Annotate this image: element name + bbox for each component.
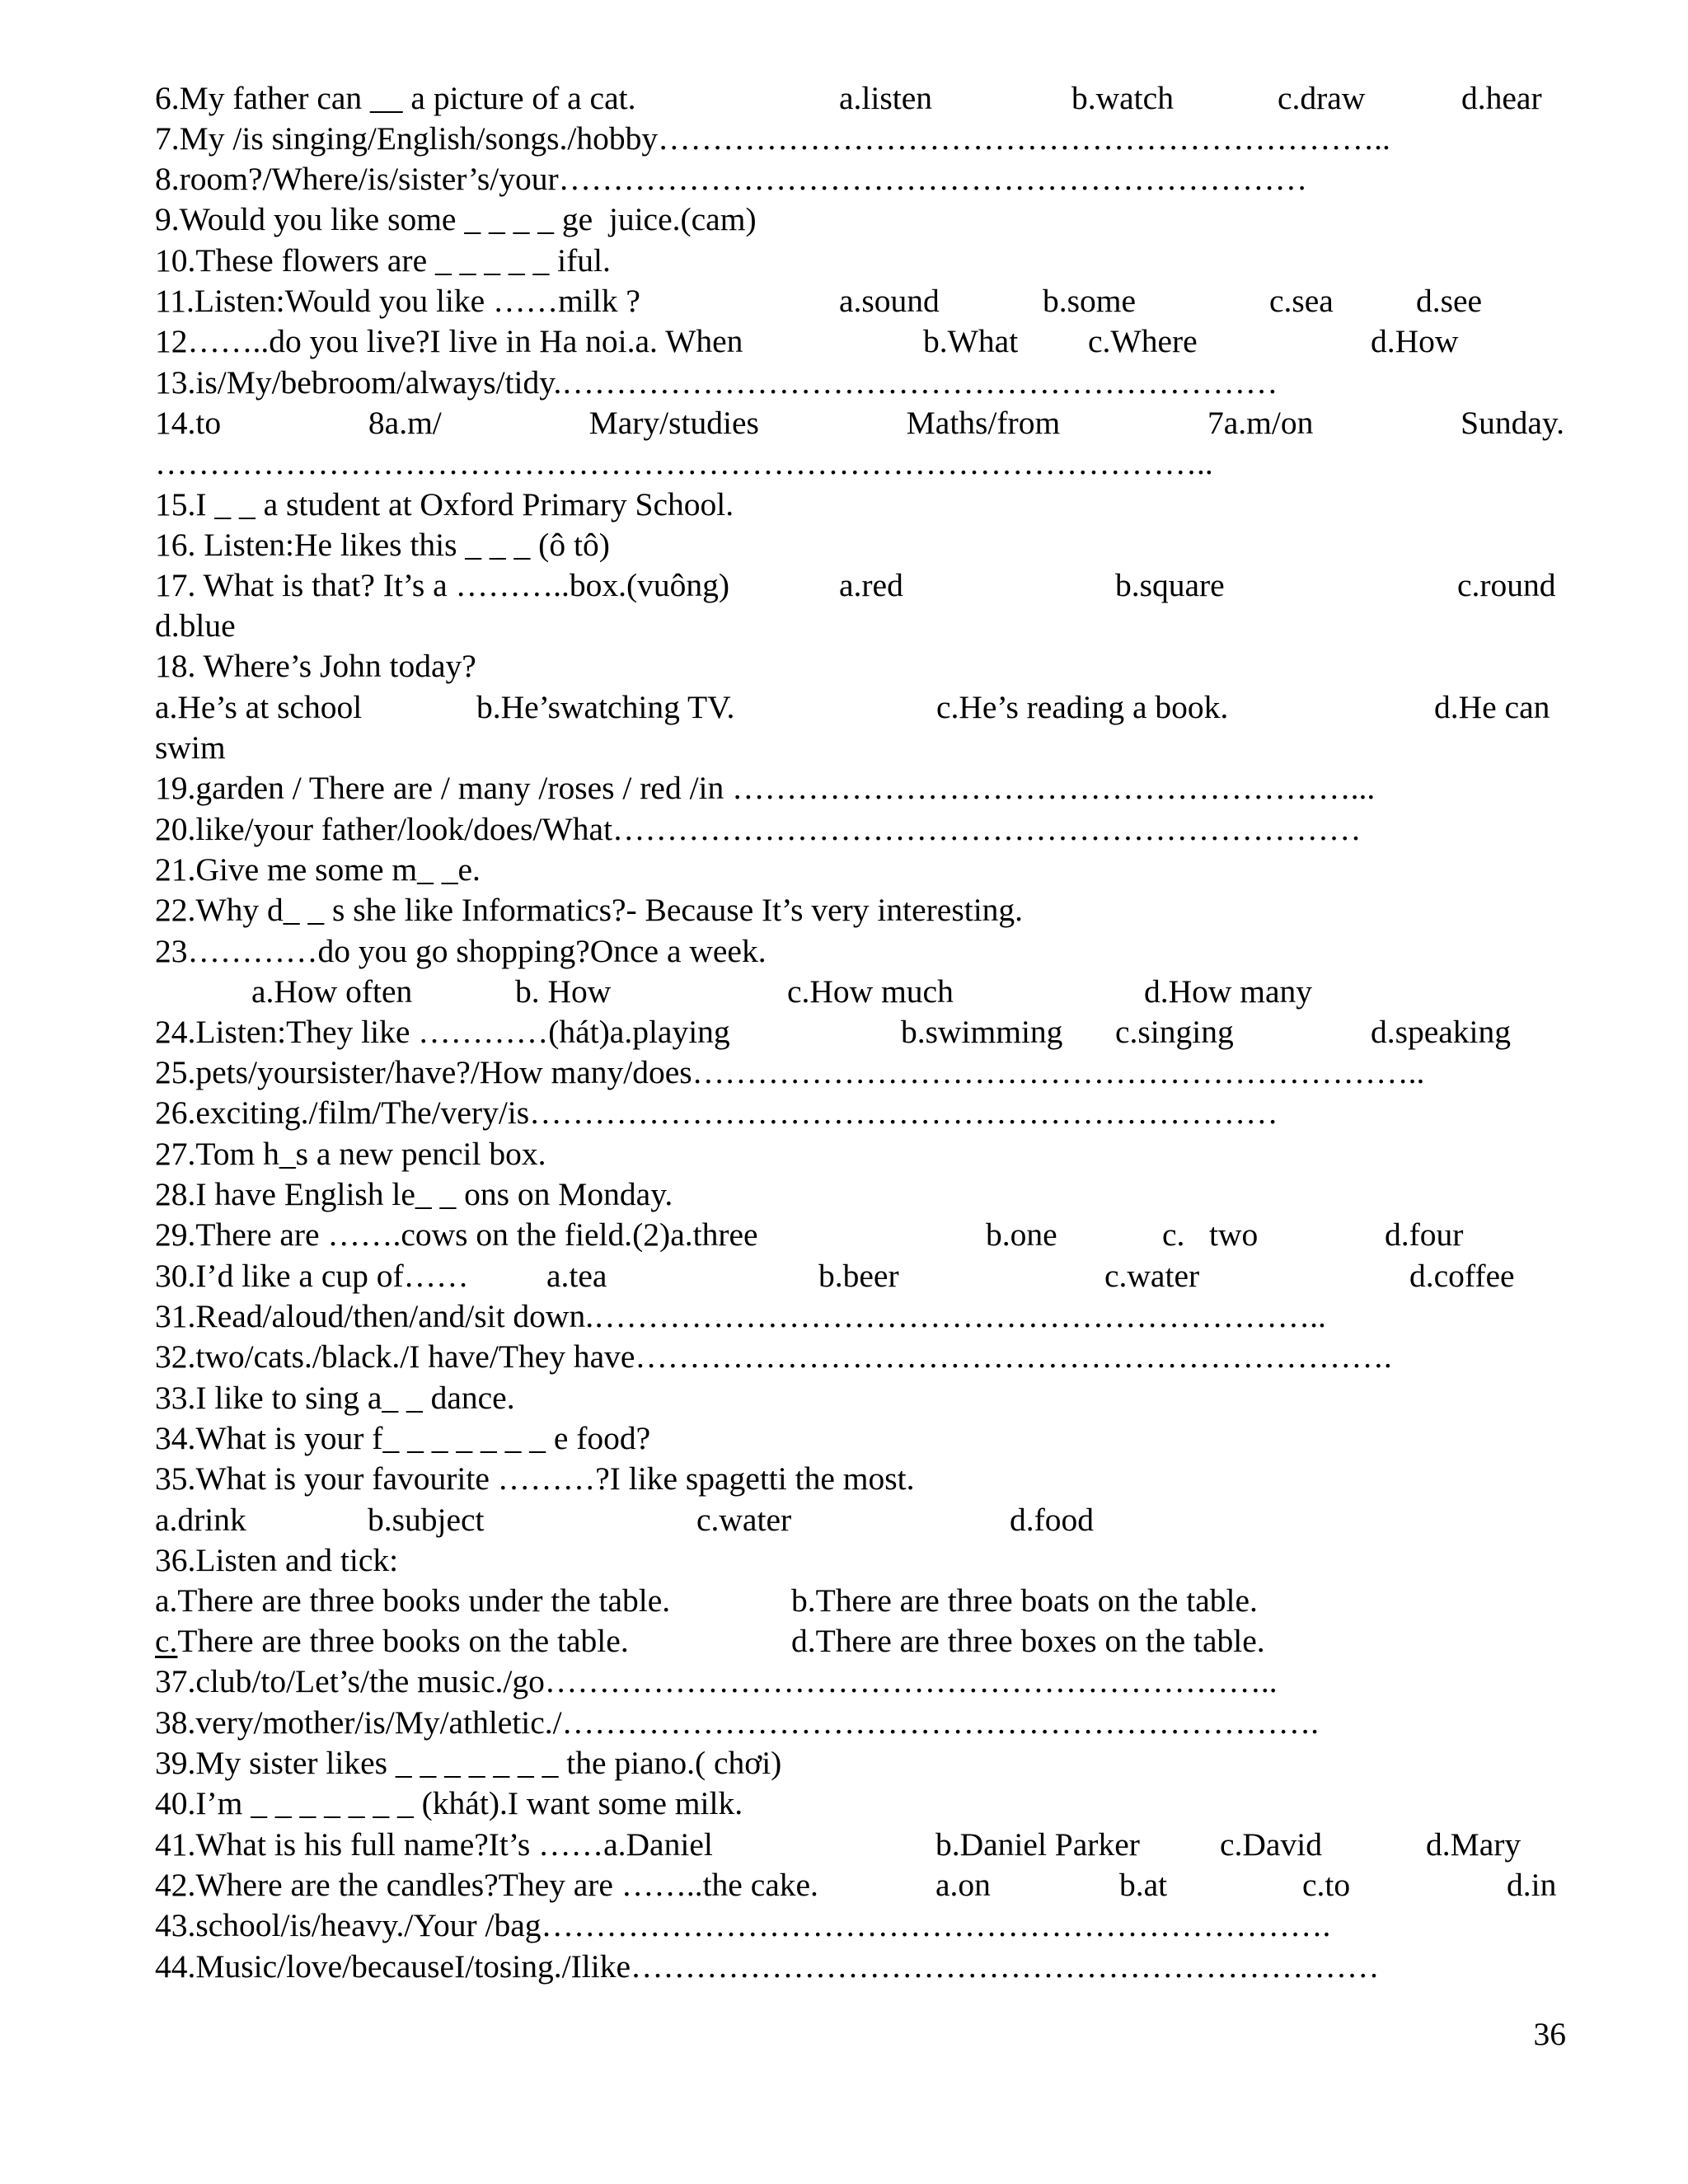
option-b: b.square	[1115, 567, 1225, 603]
word-5: 7a.m/on	[1207, 405, 1314, 441]
word-6: Sunday.	[1461, 405, 1564, 441]
question-25	[155, 1052, 1564, 1093]
option-a: a.on	[935, 1867, 991, 1903]
option-b: b.at	[1119, 1867, 1168, 1903]
option-a: a.He’s at school	[155, 689, 363, 725]
question-text: 27.Tom h_s a new pencil box.	[155, 1136, 546, 1172]
question-14	[155, 403, 1564, 443]
question-text: 40.I’m _ _ _ _ _ _ _ (khát).I want some milk.	[155, 1785, 743, 1821]
question-text: 33.I like to sing a_ _ dance.	[155, 1380, 515, 1416]
question-10	[155, 241, 1564, 281]
question-7	[155, 119, 1564, 159]
option-d: d.He can	[1434, 689, 1550, 725]
question-6	[155, 78, 1564, 119]
question-36-options-cd	[155, 1621, 1564, 1661]
word-3: Mary/studies	[588, 405, 759, 441]
option-d: d.How many	[1144, 973, 1313, 1010]
option-b: b.subject	[368, 1502, 485, 1538]
question-32	[155, 1337, 1564, 1377]
answer-line	[155, 443, 1564, 484]
option-a: a.How often	[251, 973, 413, 1010]
question-31	[155, 1296, 1564, 1337]
option-c: c. two	[1162, 1216, 1259, 1253]
question-text: 7.My /is singing/English/songs./hobby…………………………………………………………..	[155, 120, 1390, 157]
question-18	[155, 646, 1564, 687]
question-text: 43.school/is/heavy./Your /bag……………………………………………………………….	[155, 1907, 1331, 1943]
question-text: 42.Where are the candles?They are ……..the cake.	[155, 1867, 818, 1903]
question-33	[155, 1378, 1564, 1418]
question-text: 9.Would you like some _ _ _ _ ge juice.(cam)	[155, 201, 757, 237]
option-c: c.How much	[787, 973, 954, 1010]
option-c: c.round	[1457, 567, 1556, 603]
option-b: b. How	[515, 973, 612, 1010]
question-text: 25.pets/yoursister/have?/How many/does…………………………………………………………..	[155, 1054, 1425, 1090]
option-b: b.watch	[1071, 80, 1174, 116]
option-a: a.There are three books under the table.	[155, 1582, 671, 1619]
question-36-options-ab	[155, 1581, 1564, 1621]
question-12	[155, 321, 1564, 362]
option-c	[155, 1621, 629, 1661]
question-44	[155, 1947, 1564, 1987]
question-27	[155, 1134, 1564, 1174]
option-c: c.to	[1302, 1867, 1351, 1903]
question-17	[155, 565, 1564, 606]
option-a: a.listen	[839, 80, 932, 116]
question-13	[155, 363, 1564, 403]
question-text: 36.Listen and tick:	[155, 1542, 399, 1578]
question-41	[155, 1825, 1564, 1865]
question-29	[155, 1215, 1564, 1255]
option-c: c.David	[1220, 1826, 1322, 1863]
option-b: b.swimming	[901, 1014, 1063, 1050]
option-c: c.water	[1104, 1258, 1200, 1294]
question-text: 31.Read/aloud/then/and/sit down.…………………………………………………………..	[155, 1298, 1326, 1334]
page-number: 36	[1533, 2016, 1566, 2052]
option-a: a.tea	[546, 1258, 607, 1294]
option-d: d.four	[1385, 1216, 1464, 1253]
question-21	[155, 850, 1564, 890]
option-d: d.coffee	[1409, 1258, 1515, 1294]
question-28	[155, 1174, 1564, 1215]
question-text: 28.I have English le_ _ ons on Monday.	[155, 1176, 673, 1212]
question-text: 21.Give me some m_ _e.	[155, 851, 481, 888]
question-26	[155, 1093, 1564, 1133]
question-18-options	[155, 687, 1564, 728]
option-b: b.one	[986, 1216, 1057, 1253]
question-19	[155, 768, 1564, 808]
question-text: 38.very/mother/is/My/athletic./…………………………………………………………….	[155, 1704, 1320, 1741]
word-2: 8a.m/	[368, 405, 442, 441]
option-d: d.hear	[1461, 80, 1542, 116]
question-38	[155, 1703, 1564, 1743]
option-c: c.water	[696, 1502, 792, 1538]
question-text: 26.exciting./film/The/very/is……………………………………………………………	[155, 1094, 1278, 1131]
question-text: 6.My father can __ a picture of a cat.	[155, 80, 636, 116]
question-23	[155, 931, 1564, 972]
question-text: 20.like/your father/look/does/What……………………………………………………………	[155, 811, 1362, 847]
option-d: d.speaking	[1371, 1014, 1512, 1050]
option-d: d.see	[1416, 283, 1483, 319]
dotted-line: ……………………………………………………………………………………..	[155, 445, 1213, 481]
word-4: Maths/from	[906, 405, 1061, 441]
question-23-options	[155, 972, 1564, 1012]
question-24	[155, 1012, 1564, 1052]
option-c-letter: c.	[155, 1623, 178, 1659]
question-35	[155, 1459, 1564, 1499]
question-35-options	[155, 1500, 1564, 1540]
option-b: b.Daniel Parker	[935, 1826, 1140, 1863]
question-17-continued	[155, 606, 1564, 646]
question-text: 13.is/My/bebroom/always/tidy.…………………………………………………………	[155, 364, 1278, 401]
question-text: 18. Where’s John today?	[155, 648, 476, 684]
question-11	[155, 281, 1564, 321]
option-b: b.some	[1043, 283, 1137, 319]
option-c-text: There are three books on the table.	[177, 1623, 629, 1659]
option-b: b.He’swatching TV.	[476, 689, 735, 725]
question-text: 34.What is your f_ _ _ _ _ _ _ e food?	[155, 1420, 651, 1456]
option-d: d.in	[1507, 1867, 1557, 1903]
option-c: c.sea	[1269, 283, 1334, 319]
question-text: 35.What is your favourite ………?I like spagetti the most.	[155, 1460, 915, 1497]
question-30	[155, 1256, 1564, 1296]
option-b: b.What	[923, 323, 1019, 359]
question-16	[155, 525, 1564, 565]
option-b: b.beer	[818, 1258, 899, 1294]
question-text: 8.room?/Where/is/sister’s/your……………………………………………………………	[155, 161, 1308, 197]
question-9	[155, 199, 1564, 240]
question-text: 23…………do you go shopping?Once a week.	[155, 933, 767, 969]
option-c: c.draw	[1278, 80, 1366, 116]
option-c: c.Where	[1088, 323, 1198, 359]
option-d-continued: swim	[155, 729, 226, 766]
option-d: d.How	[1371, 323, 1459, 359]
question-text: 30.I’d like a cup of……	[155, 1258, 469, 1294]
question-text: 24.Listen:They like …………(hát)a.playing	[155, 1014, 730, 1050]
option-c: c.He’s reading a book.	[936, 689, 1229, 725]
question-text: 16. Listen:He likes this _ _ _ (ô tô)	[155, 527, 610, 563]
option-d: d.blue	[155, 607, 236, 644]
option-a: a.red	[839, 567, 903, 603]
question-18-continued	[155, 728, 1564, 768]
question-text: 15.I _ _ a student at Oxford Primary School.	[155, 486, 734, 523]
question-text: 17. What is that? It’s a ………..box.(vuông)	[155, 567, 729, 603]
question-8	[155, 159, 1564, 199]
question-43	[155, 1905, 1564, 1946]
question-text: 12……..do you live?I live in Ha noi.a. When	[155, 323, 743, 359]
question-37	[155, 1661, 1564, 1702]
question-36	[155, 1540, 1564, 1581]
word-1: 14.to	[155, 405, 222, 441]
question-15	[155, 485, 1564, 525]
question-text: 41.What is his full name?It’s ……a.Daniel	[155, 1826, 713, 1863]
option-d: d.There are three boxes on the table.	[791, 1623, 1265, 1659]
option-d: d.food	[1010, 1502, 1095, 1538]
question-text: 32.two/cats./black./I have/They have…………………………………………………………….	[155, 1338, 1392, 1375]
option-a: a.sound	[839, 283, 940, 319]
question-text: 19.garden / There are / many /roses / red /in …………………………………………………...	[155, 770, 1376, 806]
question-text: 29.There are …….cows on the field.(2)a.three	[155, 1216, 758, 1253]
question-text: 39.My sister likes _ _ _ _ _ _ _ the piano.( chơi)	[155, 1745, 782, 1781]
question-text: 37.club/to/Let’s/the music./go…………………………………………………………..	[155, 1663, 1278, 1699]
question-text: 22.Why d_ _ s she like Informatics?- Because It’s very interesting.	[155, 892, 1024, 928]
option-a: a.drink	[155, 1502, 246, 1538]
question-40	[155, 1783, 1564, 1824]
question-text: 10.These flowers are _ _ _ _ _ iful.	[155, 242, 611, 279]
option-b: b.There are three boats on the table.	[791, 1582, 1258, 1619]
question-22	[155, 890, 1564, 930]
question-20	[155, 809, 1564, 850]
question-42	[155, 1865, 1564, 1905]
option-d: d.Mary	[1426, 1826, 1522, 1863]
question-text: 11.Listen:Would you like ……milk ?	[155, 283, 640, 319]
option-c: c.singing	[1115, 1014, 1234, 1050]
question-text: 44.Music/love/becauseI/tosing./Ilike……………………………………………………………	[155, 1948, 1380, 1985]
question-34	[155, 1418, 1564, 1459]
question-39	[155, 1743, 1564, 1783]
